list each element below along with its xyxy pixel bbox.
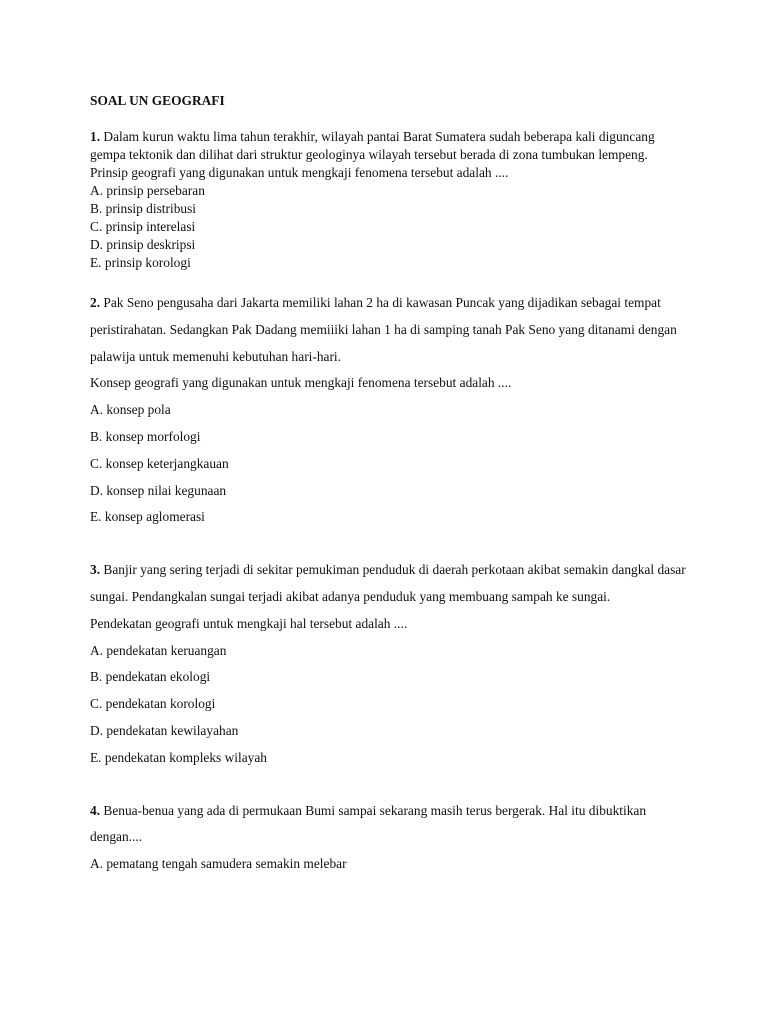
question-3-prompt: Pendekatan geografi untuk mengkaji hal tersebut adalah .... — [90, 615, 408, 631]
question-1-text — [90, 128, 690, 164]
question-1-option-e: E. prinsip korologi — [90, 255, 191, 270]
question-2-text — [90, 290, 690, 370]
document-page — [90, 92, 690, 878]
question-1-option-d: D. prinsip deskripsi — [90, 237, 196, 252]
question-4-option-a: A. pematang tengah samudera semakin melebar — [90, 856, 347, 872]
question-1-option-b: B. prinsip distribusi — [90, 201, 197, 216]
question-3-option-c: C. pendekatan korologi — [90, 696, 216, 712]
question-3-option-a: A. pendekatan keruangan — [90, 642, 227, 658]
question-2-option-c: C. konsep keterjangkauan — [90, 455, 229, 471]
question-2-option-e: E. konsep aglomerasi — [90, 509, 205, 525]
question-1-option-a: A. prinsip persebaran — [90, 183, 205, 198]
question-3-option-d: D. pendekatan kewilayahan — [90, 722, 239, 738]
question-3-number: 3. — [90, 562, 101, 578]
question-1-option-c: C. prinsip interelasi — [90, 219, 196, 234]
question-1 — [90, 128, 690, 272]
question-2 — [90, 290, 690, 531]
question-3 — [90, 557, 690, 771]
question-4-number: 4. — [90, 802, 101, 818]
document-title: SOAL UN GEOGRAFI — [90, 93, 225, 108]
question-1-prompt: Prinsip geografi yang digunakan untuk mengkaji fenomena tersebut adalah .... — [90, 165, 509, 180]
question-3-option-e: E. pendekatan kompleks wilayah — [90, 749, 268, 765]
question-2-option-b: B. konsep morfologi — [90, 428, 201, 444]
question-2-option-d: D. konsep nilai kegunaan — [90, 482, 227, 498]
question-3-text — [90, 557, 690, 611]
question-4-body: Benua-benua yang ada di permukaan Bumi sampai sekarang masih terus bergerak. Hal itu dibuktikan dengan.... — [90, 802, 647, 845]
question-4 — [90, 798, 690, 878]
question-3-option-b: B. pendekatan ekologi — [90, 669, 211, 685]
question-2-body: Pak Seno pengusaha dari Jakarta memiliki lahan 2 ha di kawasan Puncak yang dijadikan sebagai tempat peristirahatan. Sedangkan Pak Dadang memiiiki lahan 1 ha di samping tanah Pak Seno yang ditanami dengan palawija untuk memenuhi kebutuhan hari-hari. — [90, 295, 677, 364]
question-2-prompt: Konsep geografi yang digunakan untuk mengkaji fenomena tersebut adalah .... — [90, 375, 512, 391]
question-4-text — [90, 798, 690, 852]
question-2-option-a: A. konsep pola — [90, 402, 171, 418]
question-3-body: Banjir yang sering terjadi di sekitar pemukiman penduduk di daerah perkotaan akibat semakin dangkal dasar sungai. Pendangkalan sungai terjadi akibat adanya penduduk yang membuang sampah ke sungai. — [90, 562, 686, 604]
question-1-number: 1. — [90, 129, 101, 144]
question-1-body: Dalam kurun waktu lima tahun terakhir, wilayah pantai Barat Sumatera sudah beberapa kali diguncang gempa tektonik dan dilihat dari struktur geologinya wilayah tersebut berada di zona tumbukan lempeng. — [90, 129, 655, 162]
question-2-number: 2. — [90, 295, 101, 310]
